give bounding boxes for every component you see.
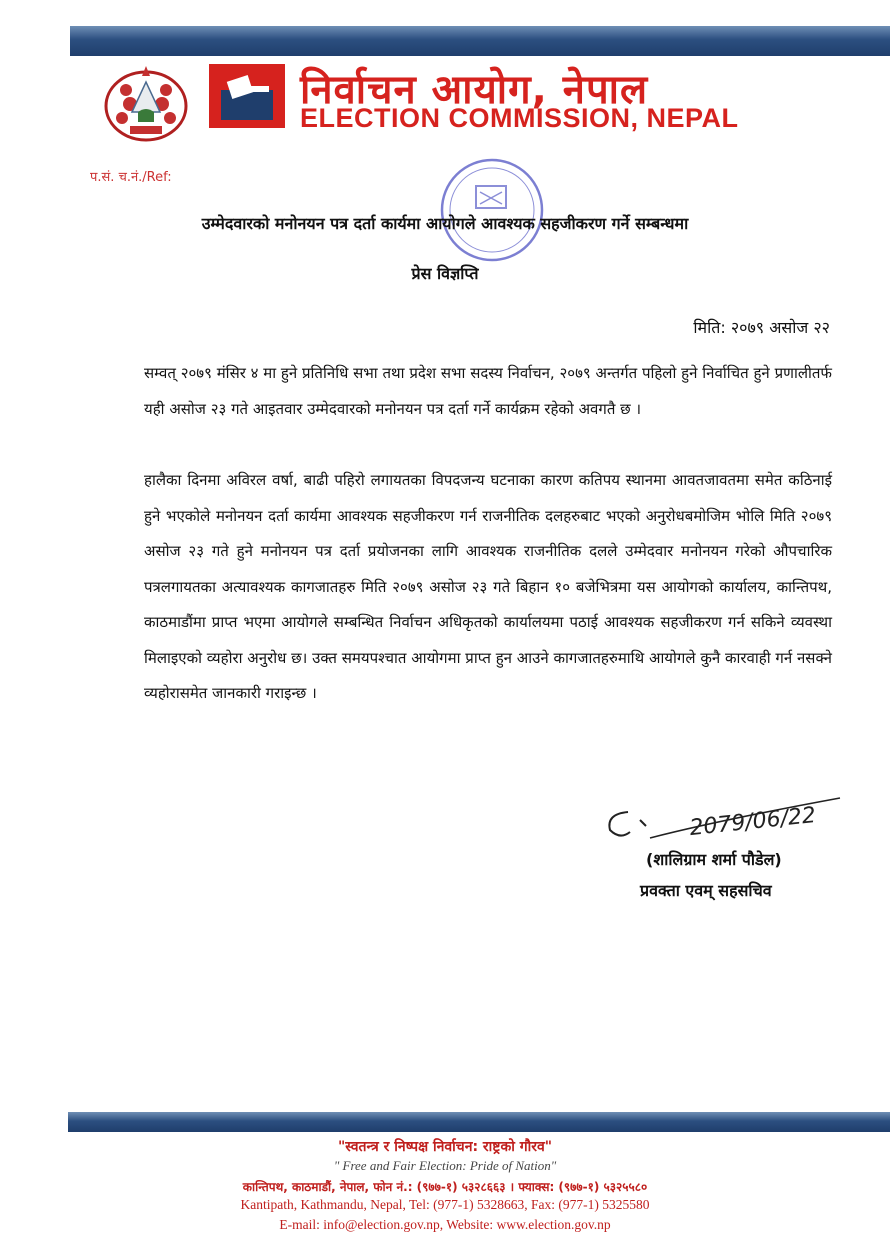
document-heading: प्रेस विज्ञप्ति: [411, 264, 479, 283]
nepal-emblem-icon: [100, 60, 192, 146]
footer-contact: E-mail: info@election.gov.np, Website: www.election.gov.np: [279, 1217, 611, 1232]
footer-bar: [68, 1112, 890, 1132]
body-paragraph-2: हालैका दिनमा अविरल वर्षा, बाढी पहिरो लगायतका विपदजन्य घटनाका कारण कतिपय स्थानमा आवतजावतमा समेत कठिनाई हुने भएकोले मनोनयन दर्ता कार्यमा आवश्यक सहजीकरण गर्न राजनीतिक दलहरुबाट भएको अनुरोधबमोजिम भोलि मिति २०७९ असोज २३ गते हुने मनोनयन पत्र दर्ता प्रयोजनका लागि आवश्यक राजनीतिक दलले उम्मेदवार मनोनयन गरेको औपचारिक पत्रलगायतका अत्यावश्यक कागजातहरु मिति २०७९ असोज २३ गते बिहान १० बजेभित्रमा यस आयोगको कार्यालय, कान्तिपथ, काठमाडौंमा प्राप्त भएमा आयोगले सम्बन्धित निर्वाचन अधिकृतको कार्यालयमा पठाई आवश्यक सहजीकरण गर्न सकिने व्यवस्था मिलाइएको व्यहोरा अनुरोध छ। उक्त समयपश्चात आयोगमा प्राप्त हुन आउने कागजातहरुमाथि आयोगले कुनै कारवाही गर्न नसक्ने व्यहोरासमेत जानकारी गराइन्छ ।: [144, 471, 832, 702]
document-subject: उम्मेदवारको मनोनयन पत्र दर्ता कार्यमा आयोगले आवश्यक सहजीकरण गर्ने सम्बन्धमा: [201, 214, 689, 233]
header-bar: [70, 26, 890, 56]
reference-label: प.सं. च.नं./Ref:: [90, 170, 172, 185]
footer-address-np: कान्तिपथ, काठमाडौं, नेपाल, फोन नं.: (९७७-१) ५३२८६६३ । फ्याक्स: (९७७-१) ५३२५५८०: [242, 1180, 648, 1194]
svg-text:2079/06/22: 2079/06/22: [688, 802, 818, 842]
body-paragraph-1: सम्वत् २०७९ मंसिर ४ मा हुने प्रतिनिधि सभा तथा प्रदेश सभा सदस्य निर्वाचन, २०७९ अन्तर्गत पहिलो हुने निर्वाचित हुने प्रणालीतर्फ यही असोज २३ गते आइतवार उम्मेदवारको मनोनयन पत्र दर्ता गर्ने कार्यक्रम रहेको अवगतै छ ।: [144, 364, 832, 418]
commission-title-np: निर्वाचन आयोग, नेपाल: [300, 67, 649, 113]
footer-motto-np: "स्वतन्त्र र निष्पक्ष निर्वाचन: राष्ट्रको गौरव": [337, 1139, 553, 1155]
footer-address-en: Kantipath, Kathmandu, Nepal, Tel: (977-1) 5328663, Fax: (977-1) 5325580: [240, 1197, 650, 1212]
commission-title-en: ELECTION COMMISSION, NEPAL: [300, 103, 739, 133]
footer-motto-en: " Free and Fair Election: Pride of Nation": [333, 1158, 557, 1173]
signer-name: (शालिग्राम शर्मा पौडेल): [646, 850, 782, 869]
signer-designation: प्रवक्ता एवम् सहसचिव: [640, 881, 772, 900]
document-date: मिति: २०७९ असोज २२: [693, 318, 830, 337]
election-commission-logo-icon: [209, 64, 285, 128]
